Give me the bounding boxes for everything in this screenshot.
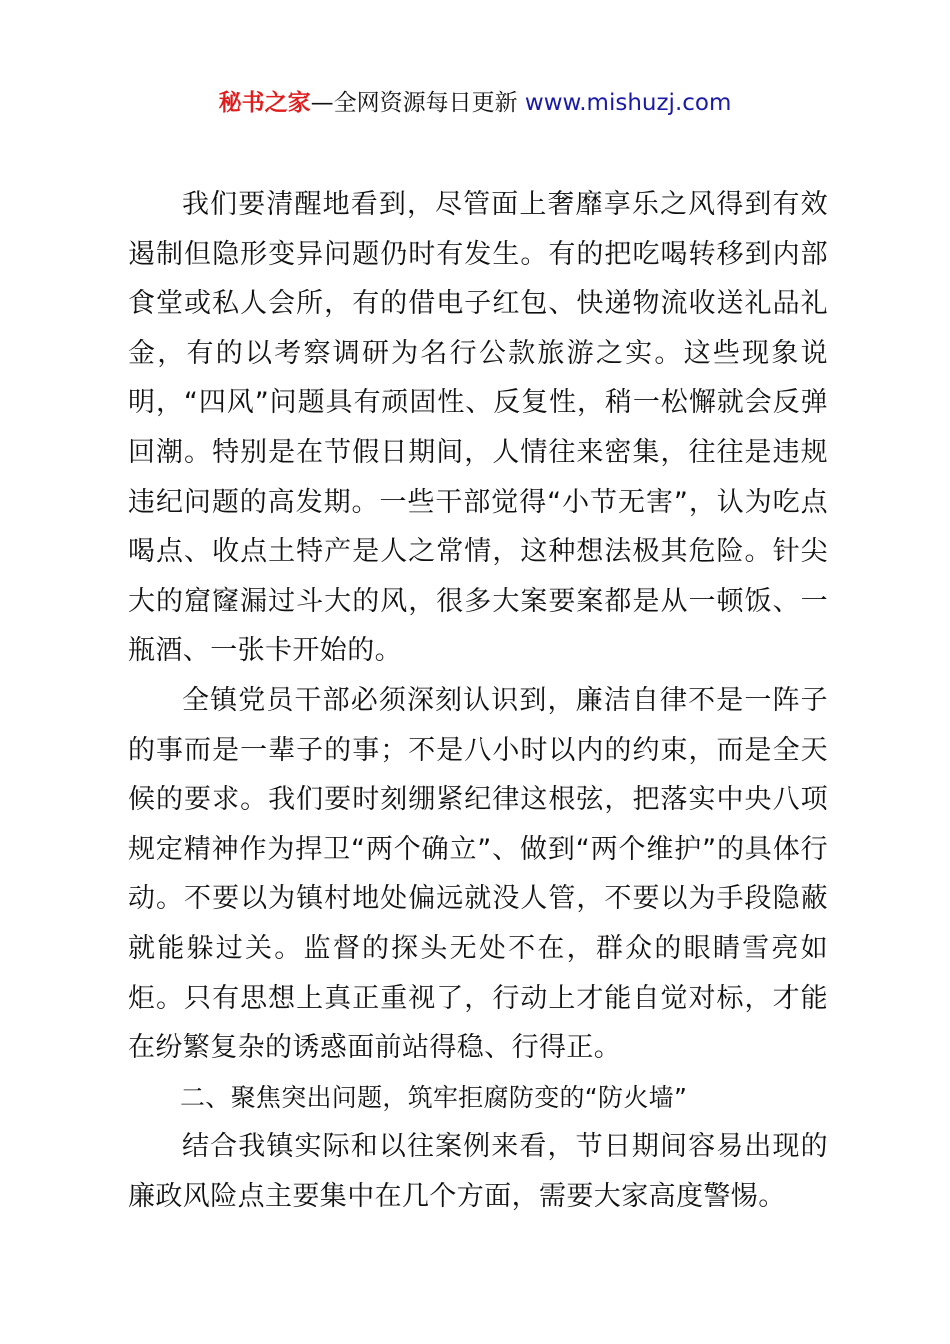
header-url-link[interactable]: www.mishuzj.com bbox=[524, 90, 732, 116]
paragraph-2: 全镇党员干部必须深刻认识到，廉洁自律不是一阵子的事而是一辈子的事；不是八小时以内的约束，而是全天候的要求。我们要时刻绷紧纪律这根弦，把落实中央八项规定精神作为捍卫“两个确立”、做到“两个维护”的具体行动。不要以为镇村地处偏远就没人管，不要以为手段隐蔽就能躲过关。监督的探头无处不在，群众的眼睛雪亮如炬。只有思想上真正重视了，行动上才能自觉对标，才能在纷繁复杂的诱惑面前站得稳、行得正。 bbox=[128, 684, 828, 1064]
document-body bbox=[128, 180, 828, 1221]
section-heading-2: 二、聚焦突出问题，筑牢拒腐防变的“防火墙” bbox=[180, 1082, 688, 1112]
header-tagline: —全网资源每日更新 bbox=[310, 90, 525, 116]
paragraph-3: 结合我镇实际和以往案例来看，节日期间容易出现的廉政风险点主要集中在几个方面，需要大家高度警惕。 bbox=[128, 1131, 828, 1212]
brand-name: 秘书之家 bbox=[218, 90, 311, 116]
paragraph-1: 我们要清醒地看到，尽管面上奢靡享乐之风得到有效遏制但隐形变异问题仍时有发生。有的把吃喝转移到内部食堂或私人会所，有的借电子红包、快递物流收送礼品礼金，有的以考察调研为名行公款旅游之实。这些现象说明，“四风”问题具有顽固性、反复性，稍一松懈就会反弹回潮。特别是在节假日期间，人情往来密集，往往是违规违纪问题的高发期。一些干部觉得“小节无害”，认为吃点喝点、收点土特产是人之常情，这种想法极其危险。针尖大的窟窿漏过斗大的风，很多大案要案都是从一顿饭、一瓶酒、一张卡开始的。 bbox=[128, 189, 828, 667]
page-header bbox=[0, 86, 950, 120]
